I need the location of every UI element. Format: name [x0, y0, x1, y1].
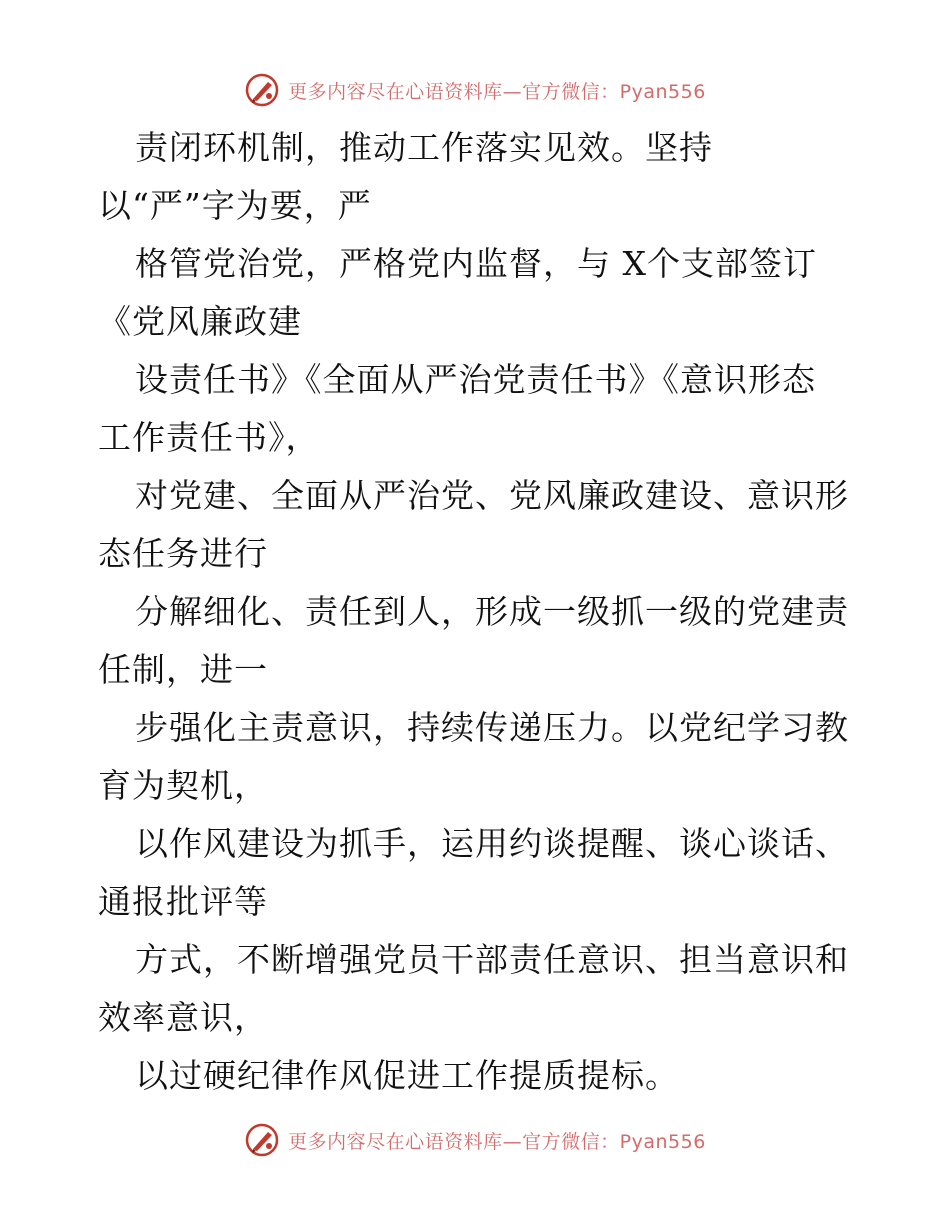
body-line: 以作风建设为抓手，运用约谈提醒、谈心谈话、: [135, 824, 849, 863]
footer-watermark: [0, 1118, 950, 1162]
body-line: 工作责任书》，: [98, 418, 320, 457]
watermark-text: 更多内容尽在心语资料库—官方微信：Pyan556: [288, 80, 706, 103]
body-line: 格管党治党，严格党内监督，与 X个支部签订: [135, 244, 817, 283]
body-line: 步强化主责意识，持续传递压力。以党纪学习教: [135, 708, 849, 747]
pen-circle-logo-icon: [244, 72, 280, 108]
body-line: 以“严”字为要，严: [98, 186, 372, 225]
body-line: 责闭环机制，推动工作落实见效。坚持: [135, 128, 713, 167]
watermark-text: 更多内容尽在心语资料库—官方微信：Pyan556: [288, 1130, 706, 1153]
body-line: 设责任书》《全面从严治党责任书》《意识形态: [135, 360, 816, 399]
body-line: 《党风廉政建: [98, 302, 302, 341]
body-line: 以过硬纪律作风促进工作提质提标。: [135, 1056, 679, 1095]
pen-circle-logo-icon: [244, 1122, 280, 1158]
body-line: 分解细化、责任到人，形成一级抓一级的党建责: [135, 592, 849, 631]
header-watermark: [0, 68, 950, 112]
body-line: 通报批评等: [98, 882, 268, 921]
body-line: 对党建、全面从严治党、党风廉政建设、意识形: [135, 476, 849, 515]
body-line: 方式，不断增强党员干部责任意识、担当意识和: [135, 940, 849, 979]
body-line: 育为契机，: [98, 766, 268, 805]
body-line: 任制，进一: [98, 650, 268, 689]
body-line: 态任务进行: [98, 534, 268, 573]
body-line: 效率意识，: [98, 998, 268, 1037]
